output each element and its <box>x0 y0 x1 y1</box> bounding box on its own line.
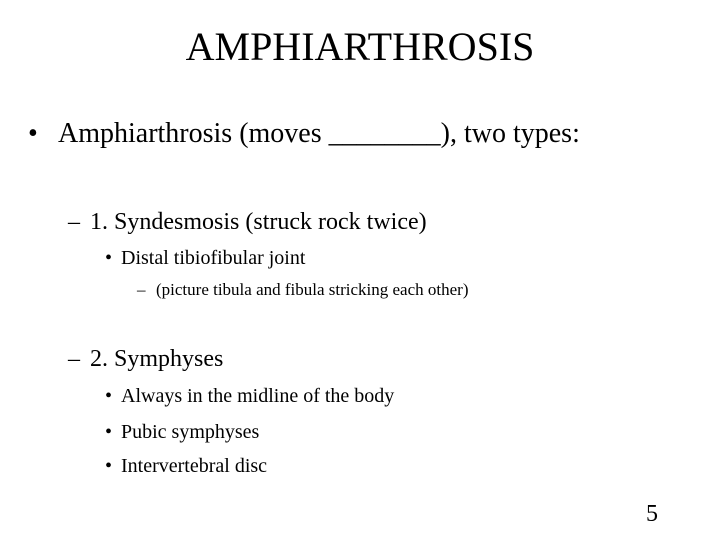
note-picture: (picture tibula and fibula stricking each other) <box>156 280 469 299</box>
subbullet-symphyses: 2. Symphyses <box>90 346 224 372</box>
dash-marker: – <box>137 280 146 299</box>
page-number: 5 <box>646 501 658 527</box>
bullet-marker: • <box>105 385 113 407</box>
bullet-marker: • <box>105 421 113 443</box>
bullet-marker: • <box>105 455 113 477</box>
slide-title: AMPHIARTHROSIS <box>185 24 535 69</box>
bullet-amphiarthrosis: Amphiarthrosis (moves ________), two types: <box>58 118 580 149</box>
bullet-marker: • <box>105 247 113 269</box>
item-midline: Always in the midline of the body <box>121 385 395 407</box>
item-pubic-symphyses: Pubic symphyses <box>121 421 260 443</box>
dash-marker: – <box>68 346 80 372</box>
item-distal-tibiofibular: Distal tibiofibular joint <box>121 247 306 269</box>
subbullet-syndesmosis: 1. Syndesmosis (struck rock twice) <box>90 209 427 235</box>
item-intervertebral-disc: Intervertebral disc <box>121 455 268 477</box>
bullet-marker: • <box>28 118 38 149</box>
dash-marker: – <box>68 209 80 235</box>
